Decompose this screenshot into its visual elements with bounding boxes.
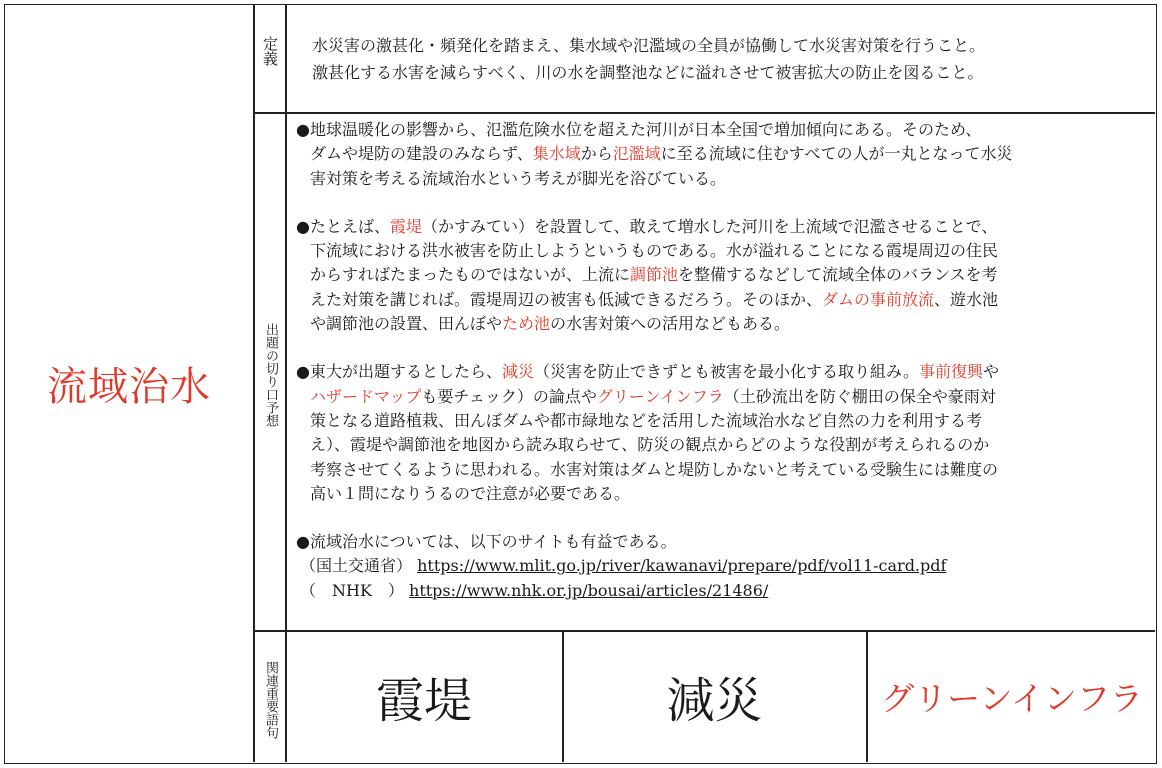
highlight-term: 氾濫域 [612,144,661,164]
analysis-text [296,118,1154,603]
highlight-term: ハザードマップ [310,386,422,406]
text-span: も要チェック）の論点や [421,386,597,406]
text-line [296,288,1154,312]
text-span: えた対策を講じれば。霞堤周辺の被害も低減できるだろう。そのほか、 [310,289,823,309]
text-span: や調節池の設置、田んぼや [310,314,503,334]
text-line [296,312,1154,336]
keyword-gensai: 減災 [666,673,763,729]
text-line: ●地球温暖化の影響から、氾濫危険水位を超えた河川が日本全国で増加傾向にある。そのため、 [296,120,982,139]
paragraph-exam [296,360,1154,506]
text-span: ●たとえば、 [296,216,390,236]
link-row [296,554,1154,578]
term-title: 流域治水 [47,364,211,410]
paragraph-background [296,118,1154,191]
text-line [296,263,1154,287]
text-line: 考察させてくるように思われる。水害対策はダムと堤防しかないと考えている受験生には難度の [310,459,999,479]
text-span: （かすみてい）を設置して、敢えて増水した河川を上流域で氾濫させることで、 [421,216,998,236]
label-related-text: 関連重要語句 [263,661,278,739]
divider-definition [253,112,1155,114]
highlight-term: 減災 [501,362,534,382]
definition-line: 激甚化する水害を減らすべく、川の水を調整池などに溢れさせて被害拡大の防止を図ること。 [312,63,984,82]
keyword-kasumitei: 霞堤 [375,673,472,729]
highlight-term: グリーンインフラ [596,386,724,406]
paragraph-links [296,530,1154,603]
text-line [296,360,1154,384]
keyword-green-infra: グリーンインフラ [881,679,1143,718]
text-span: ダムや堤防の建設のみならず、 [310,144,533,164]
text-span: から [580,144,613,164]
text-line: 害対策を考える流域治水という考えが脚光を浴びている。 [310,168,727,188]
text-line: 高い１問になりうるので注意が必要である。 [310,483,631,503]
highlight-term: ため池 [502,314,551,334]
text-span: や [982,362,999,382]
label-definition [256,36,284,66]
highlight-term: 霞堤 [389,216,422,236]
text-line: 策となる道路植栽、田んぼダムや都市緑地などを活用した流域治水など自然の力を利用する考 [310,410,983,430]
definition-text [312,32,985,86]
mlit-link[interactable]: https://www.mlit.go.jp/river/kawanavi/prepare/pdf/vol11-card.pdf [417,556,947,576]
text-span: （災害を防止できずとも被害を最小化する取り組み。 [533,362,919,382]
text-span: の水害対策への活用などもある。 [550,314,791,334]
label-related [256,640,284,760]
highlight-term: ダムの事前放流 [822,289,935,309]
text-line: ●流域治水については、以下のサイトも有益である。 [296,532,677,552]
link-row [296,579,1154,603]
text-span: 、遊水池 [934,289,999,309]
paragraph-kasumitei [296,215,1154,336]
label-analysis [256,290,284,460]
source-label: （ NHK ） [300,580,404,600]
highlight-term: 調節池 [630,265,679,285]
text-line: 下流域における洪水被害を防止しようというものである。水が溢れることになる霞堤周辺の住民 [310,241,999,261]
text-line [296,142,1154,166]
nhk-link[interactable]: https://www.nhk.or.jp/bousai/articles/21486/ [409,580,769,600]
text-span: を整備するなどして流域全体のバランスを考 [678,265,998,285]
text-line [296,385,1154,409]
text-span: （土砂流出を防ぐ棚田の保全や豪雨対 [723,386,996,406]
highlight-term: 事前復興 [918,362,983,382]
text-line [296,215,1154,239]
text-span: からすればたまったものではないが、上流に [310,265,631,285]
divider-term [253,5,255,762]
text-line: え）、霞堤や調節池を地図から読み取らせて、防災の観点からどのような役割が考えられるのか [310,435,990,455]
text-span: に至る流域に住むすべての人が一丸となって水災 [660,144,1013,164]
definition-line: 水災害の激甚化・頻発化を踏まえ、集水域や氾濫域の全員が協働して水災害対策を行うこと。 [312,36,985,55]
source-label: （国土交通省） [300,556,413,576]
highlight-term: 集水域 [532,144,581,164]
label-analysis-text: 出題の切り口予想 [263,323,278,427]
label-definition-text: 定義 [261,36,279,66]
text-span: ●東大が出題するとしたら、 [296,362,502,382]
